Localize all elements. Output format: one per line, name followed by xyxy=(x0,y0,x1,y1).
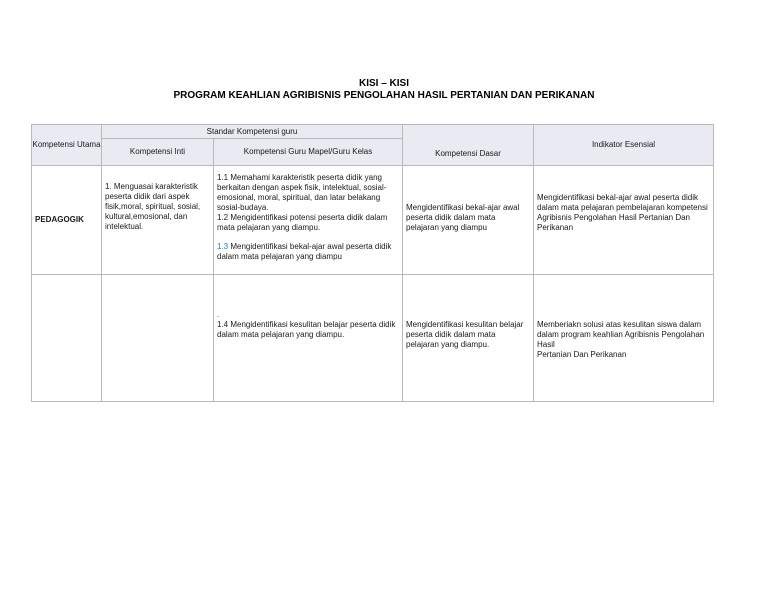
header-row-1 xyxy=(32,125,714,139)
kompetensi-dasar-cell: Mengidentifikasi kesulitan belajar peserta didik dalam mata pelajaran yang diampu. xyxy=(403,275,534,402)
kompetensi-utama-cell: PEDAGOGIK xyxy=(32,166,102,275)
table-row xyxy=(32,166,714,275)
document-subtitle: PROGRAM KEAHLIAN AGRIBISNIS PENGOLAHAN HASIL PERTANIAN DAN PERIKANAN xyxy=(173,90,595,101)
table-row xyxy=(32,275,714,402)
header-standar-kompetensi: Standar Kompetensi guru xyxy=(102,125,403,139)
kompetensi-inti-cell xyxy=(102,275,214,402)
kompetensi-guru-1-4: 1.4 Mengidentifikasi kesulitan belajar peserta didik dalam mata pelajaran yang diampu. xyxy=(217,320,396,339)
header-kompetensi-dasar: Kompetensi Dasar xyxy=(403,125,534,166)
kompetensi-inti-cell: 1. Menguasai karakteristik peserta didik dari aspek fisik,moral, spiritual, sosial, kultural,emosional, dan intelektual. xyxy=(102,166,214,275)
header-kompetensi-utama: Kompetensi Utama xyxy=(32,125,102,166)
kisi-kisi-table xyxy=(31,124,714,402)
indikator-cell: Memberiakn solusi atas kesulitan siswa dalam dalam program keahlian Agribisnis Pengolahan Hasil Pertanian Dan Perikanan xyxy=(534,275,714,402)
document-title: KISI – KISI xyxy=(358,78,409,89)
header-kompetensi-guru: Kompetensi Guru Mapel/Guru Kelas xyxy=(214,139,403,166)
kompetensi-guru-1-3: 1.3 Mengidentifikasi bekal-ajar awal peserta didik dalam mata pelajaran yang diampu xyxy=(217,242,392,261)
indikator-cell: Mengidentifikasi bekal-ajar awal peserta didik dalam mata pelajaran pembelajaran kompetensi Agribisnis Pengolahan Hasil Pertanian Dan Perikanan xyxy=(534,166,714,275)
kompetensi-guru-1-1: 1.1 Memahami karakteristik peserta didik yang berkaitan dengan aspek fisik, intelektual, sosial-emosional, moral, spiritual, dan latar belakang sosial-budaya. xyxy=(217,173,387,212)
kompetensi-guru-cell xyxy=(214,166,403,275)
kompetensi-dasar-cell: Mengidentifikasi bekal-ajar awal peserta didik dalam mata pelajaran yang diampu xyxy=(403,166,534,275)
header-kompetensi-inti: Kompetensi Inti xyxy=(102,139,214,166)
kompetensi-utama-cell xyxy=(32,275,102,402)
kompetensi-guru-cell: . 1.4 Mengidentifikasi kesulitan belajar peserta didik dalam mata pelajaran yang diampu. xyxy=(214,275,403,402)
header-indikator-esensial: Indikator Esensial xyxy=(534,125,714,166)
kompetensi-guru-1-2: 1.2 Mengidentifikasi potensi peserta didik dalam mata pelajaran yang diampu. xyxy=(217,213,388,232)
